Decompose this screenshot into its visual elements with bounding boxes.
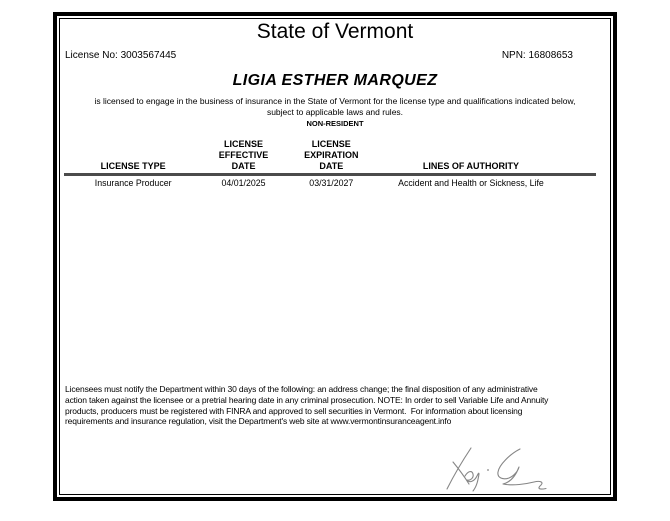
footer-line-2: action taken against the licensee or a pretrial hearing date in any criminal prosecution. NOTE: In order to sell Variable Life and Annuity	[65, 394, 549, 405]
cell-license-type: Insurance Producer	[94, 177, 172, 188]
license-table	[64, 139, 596, 188]
npn-label: NPN:	[501, 50, 526, 61]
cell-effective-date: 04/01/2025	[221, 177, 266, 188]
license-number-label: License No:	[65, 50, 118, 61]
license-statement	[67, 96, 603, 117]
header-lines-of-authority: LINES OF AUTHORITY	[422, 161, 520, 171]
signature-icon	[438, 443, 552, 497]
npn-value: 16808653	[528, 50, 573, 61]
npn-number	[502, 50, 573, 62]
table-row	[64, 178, 596, 188]
license-statement-line-2: subject to applicable laws and rules.	[266, 106, 404, 117]
id-row	[65, 50, 573, 62]
cell-lines-of-authority: Accident and Health or Sickness, Life	[398, 177, 544, 188]
cell-expiration-date: 03/31/2027	[309, 177, 354, 188]
license-certificate	[53, 12, 617, 501]
license-number-value: 3003567445	[120, 50, 177, 61]
licensee-name: LIGIA ESTHER MARQUEZ	[232, 72, 438, 89]
footer-line-4: requirements and insurance regulation, visit the Department's web site at www.vermontinsuranceagent.info	[65, 416, 452, 427]
license-table-header	[64, 139, 596, 176]
footer-line-1: Licensees must notify the Department within 30 days of the following: an address change; the final disposition of any administrative	[65, 384, 538, 394]
residency-status: NON-RESIDENT	[306, 119, 364, 128]
commissioner-signature-image	[438, 443, 552, 497]
header-license-effective-date: LICENSE EFFECTIVE DATE	[218, 139, 269, 171]
footer-notice	[65, 384, 593, 427]
footer-line-3: products, producers must be registered with FINRA and approved to sell securities in Vermont. For information about licensing	[65, 405, 523, 416]
certificate-title: State of Vermont	[256, 20, 414, 43]
license-number	[65, 50, 176, 62]
license-statement-line-1: is licensed to engage in the business of insurance in the State of Vermont for the license type and qualifications indicated below,	[94, 96, 576, 106]
header-license-type: LICENSE TYPE	[100, 161, 166, 171]
header-license-expiration-date: LICENSE EXPIRATION DATE	[304, 139, 359, 171]
